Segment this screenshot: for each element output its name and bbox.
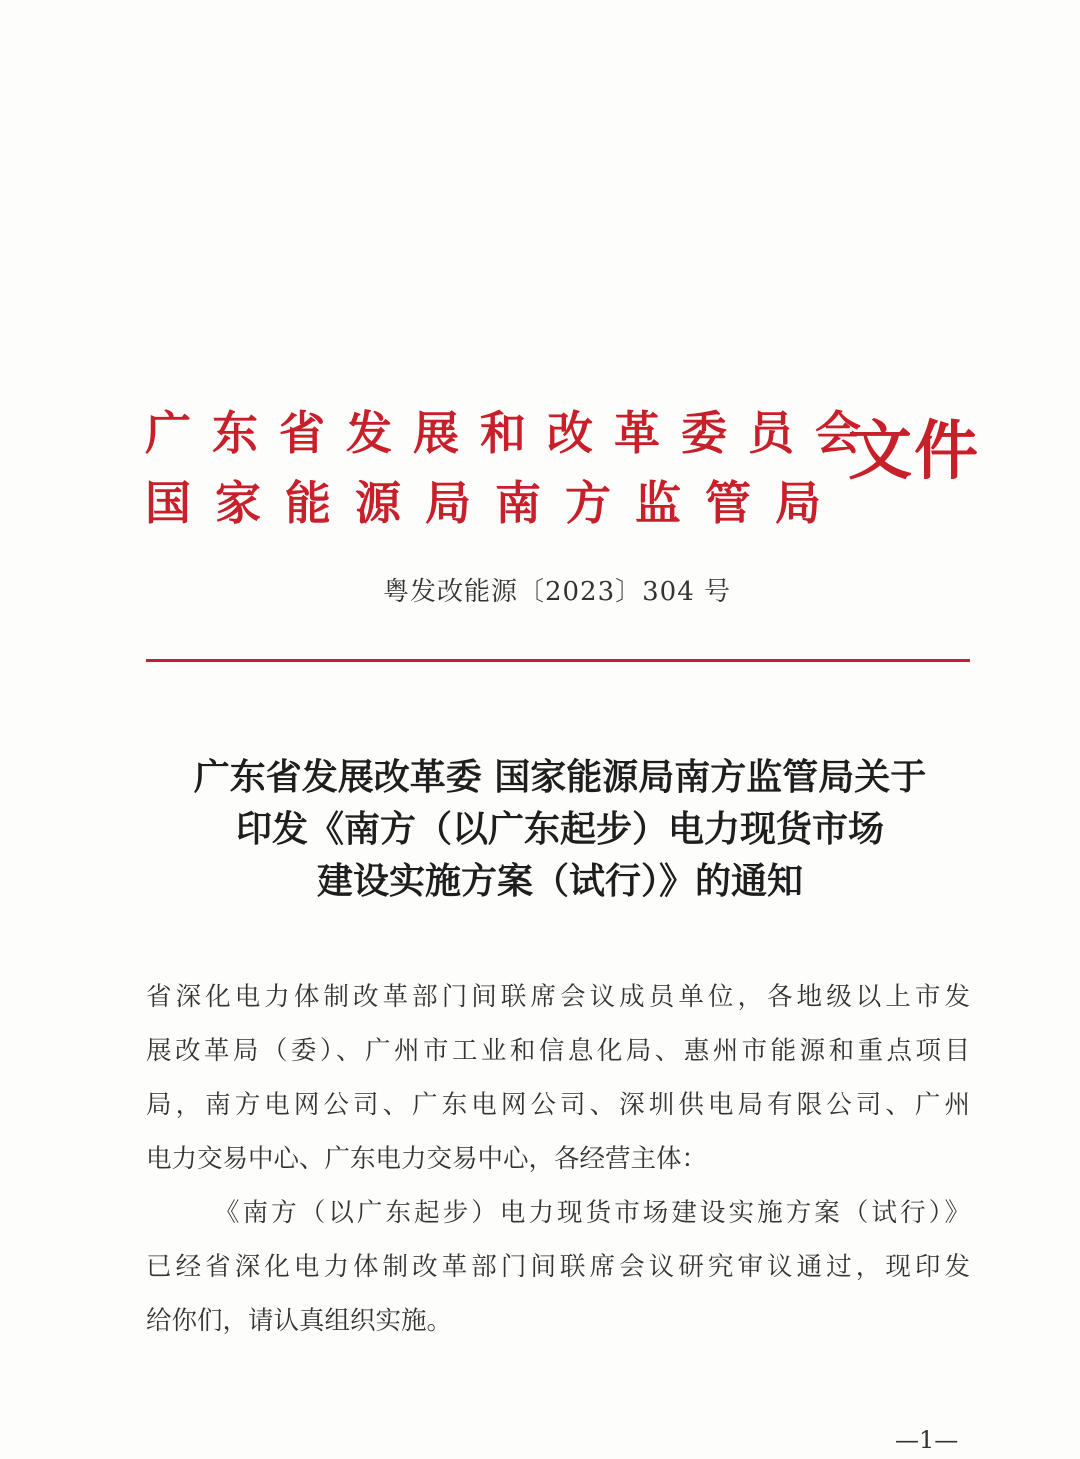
body-line-1: 省深化电力体制改革部门间联席会议成员单位，各地级以上市发 xyxy=(146,982,970,1012)
notice-title xyxy=(140,752,980,908)
issuer-line-2: 国家能源局南方监管局 xyxy=(145,476,845,530)
body-line-7: 给你们，请认真组织实施。 xyxy=(146,1306,453,1336)
title-line-2: 印发《南方（以广东起步）电力现货市场 xyxy=(235,809,884,850)
issuer-line-1: 广东省发展和改革委员会 xyxy=(145,406,882,460)
document-type-label: 文件 xyxy=(848,414,980,489)
body-line-6: 已经省深化电力体制改革部门间联席会议研究审议通过，现印发 xyxy=(146,1252,970,1282)
title-line-1: 广东省发展改革委 国家能源局南方监管局关于 xyxy=(193,757,927,798)
document-number: 粤发改能源〔2023〕304 号 xyxy=(382,577,732,607)
body-line-3: 局，南方电网公司、广东电网公司、深圳供电局有限公司、广州 xyxy=(146,1090,970,1120)
body-line-4: 电力交易中心、广东电力交易中心，各经营主体： xyxy=(146,1144,708,1174)
body-line-2: 展改革局（委）、广州市工业和信息化局、惠州市能源和重点项目 xyxy=(146,1036,970,1066)
page-number: —1— xyxy=(895,1426,959,1454)
body-line-5: 《南方（以广东起步）电力现货市场建设实施方案（试行）》 xyxy=(214,1198,970,1228)
notice-body xyxy=(146,970,970,1348)
issuing-authorities xyxy=(145,398,882,538)
red-separator-line xyxy=(146,659,970,662)
title-line-3: 建设实施方案（试行）》的通知 xyxy=(316,861,803,902)
